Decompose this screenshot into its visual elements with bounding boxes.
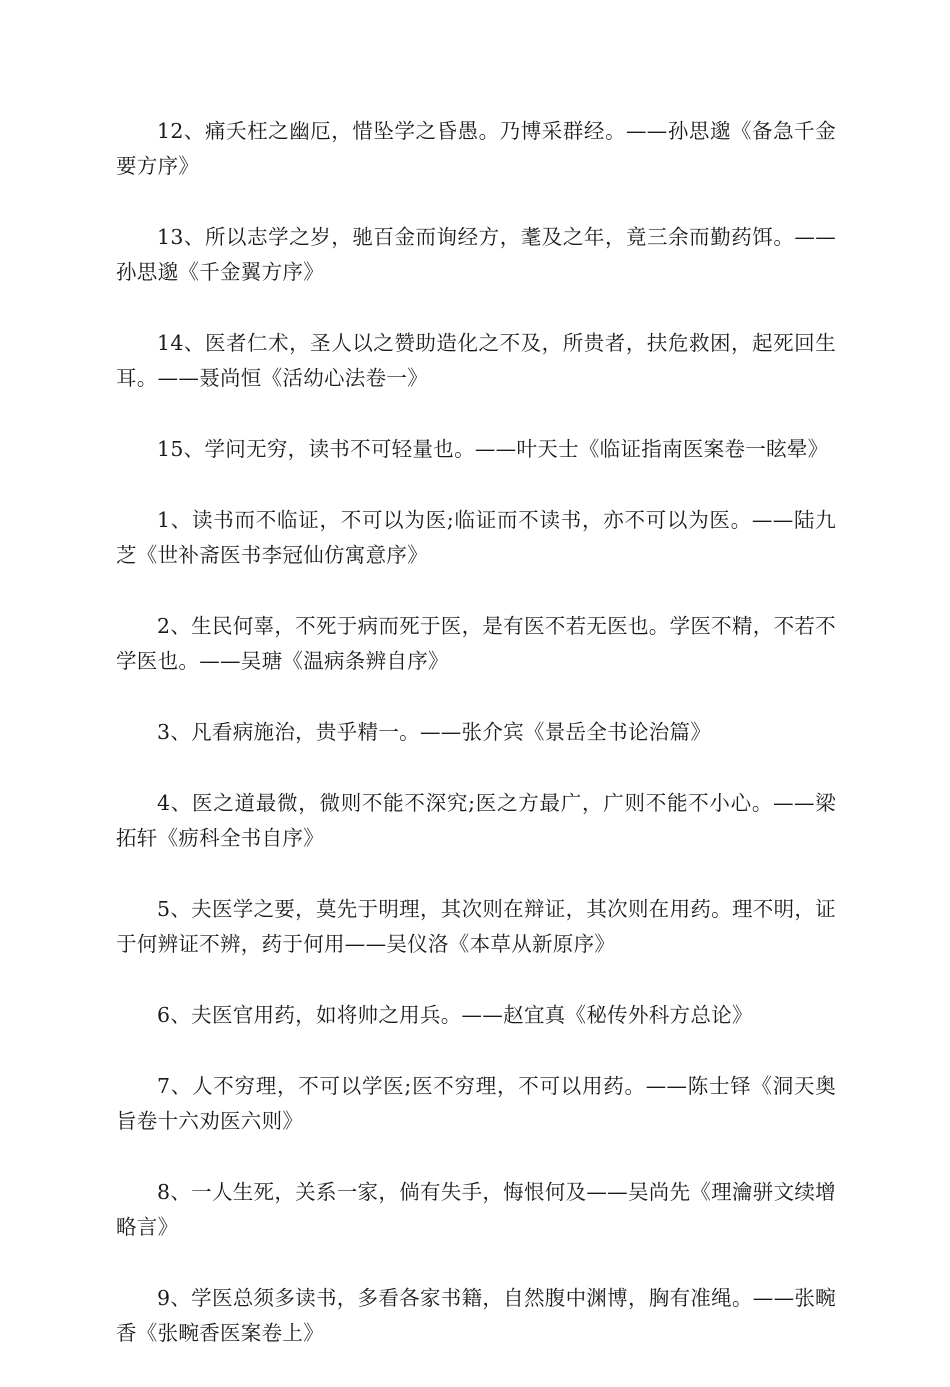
quote-paragraph: 15、学问无穷，读书不可轻量也。——叶天士《临证指南医案卷一眩晕》	[157, 437, 829, 461]
quote-paragraph: 8、一人生死，关系一家，倘有失手，悔恨何及——吴尚先《理瀹骈文续增略言》	[116, 1180, 836, 1239]
quote-paragraph: 4、医之道最微，微则不能不深究;医之方最广，广则不能不小心。——梁拓轩《疬科全书自序》	[116, 791, 836, 850]
quote-paragraph: 2、生民何辜，不死于病而死于医，是有医不若无医也。学医不精，不若不学医也。——吴瑭《温病条辨自序》	[116, 614, 836, 673]
quote-paragraph: 13、所以志学之岁，驰百金而询经方，耄及之年，竟三余而勤药饵。——孙思邈《千金翼方序》	[116, 225, 836, 284]
quote-paragraph: 12、痛夭枉之幽厄，惜坠学之昏愚。乃博采群经。——孙思邈《备急千金要方序》	[116, 119, 836, 178]
quote-paragraph: 6、夫医官用药，如将帅之用兵。——赵宜真《秘传外科方总论》	[157, 1003, 753, 1027]
quote-paragraph: 1、读书而不临证，不可以为医;临证而不读书，亦不可以为医。——陆九芝《世补斋医书李冠仙仿寓意序》	[116, 508, 836, 567]
quote-paragraph: 5、夫医学之要，莫先于明理，其次则在辩证，其次则在用药。理不明，证于何辨证不辨，药于何用——吴仪洛《本草从新原序》	[116, 897, 836, 956]
quote-paragraph: 9、学医总须多读书，多看各家书籍，自然腹中渊博，胸有准绳。——张畹香《张畹香医案卷上》	[116, 1286, 836, 1345]
quote-paragraph: 3、凡看病施治，贵乎精一。——张介宾《景岳全书论治篇》	[157, 720, 712, 744]
quote-list	[116, 114, 836, 1387]
quote-paragraph: 7、人不穷理，不可以学医;医不穷理，不可以用药。——陈士铎《洞天奥旨卷十六劝医六则》	[116, 1074, 836, 1133]
quote-paragraph: 14、医者仁术，圣人以之赞助造化之不及，所贵者，扶危救困，起死回生耳。——聂尚恒《活幼心法卷一》	[116, 331, 836, 390]
